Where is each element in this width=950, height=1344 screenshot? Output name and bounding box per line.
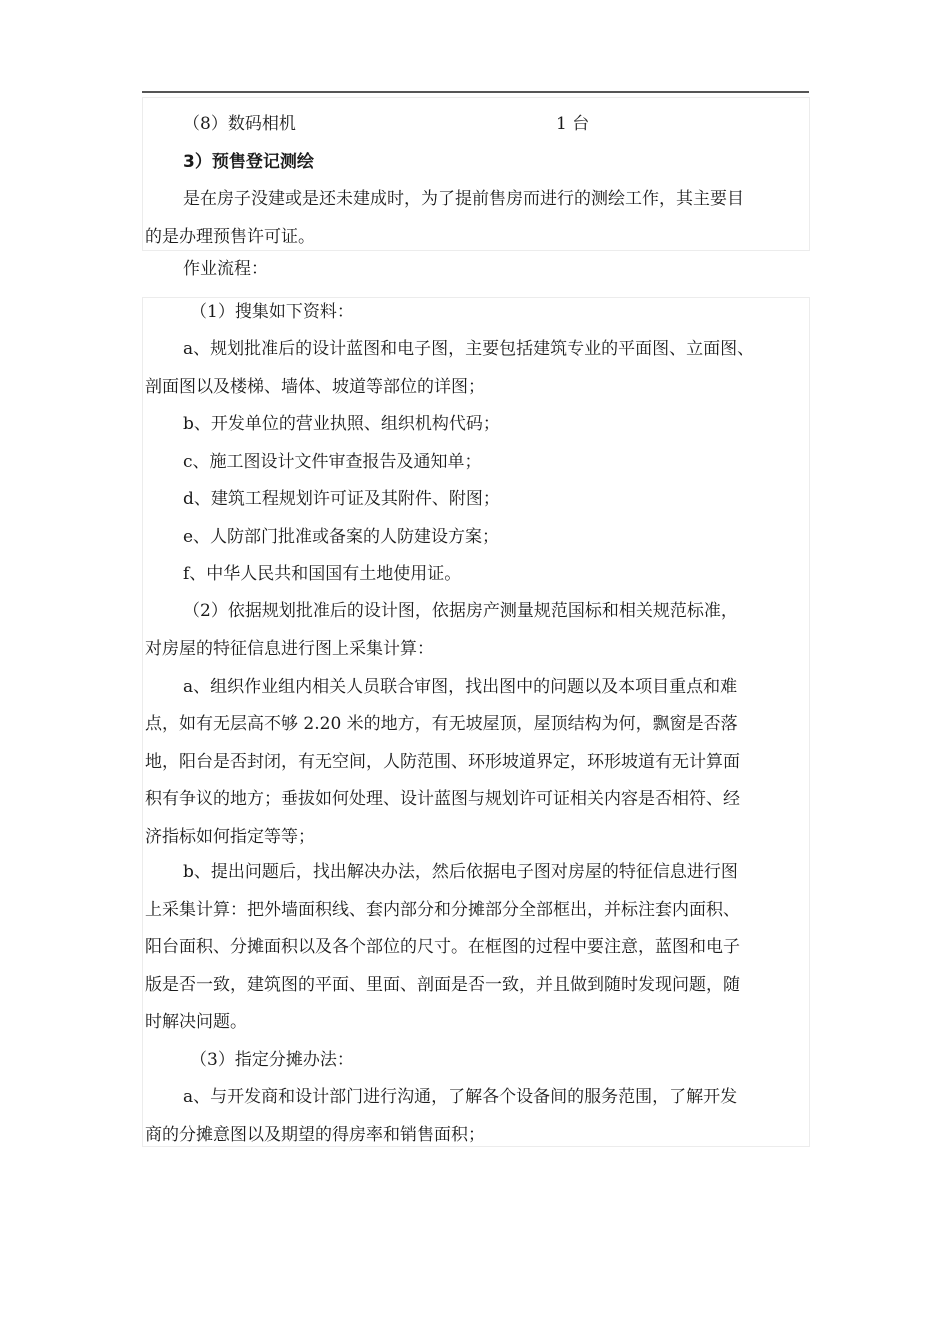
paragraph-line: 点，如有无层高不够 2.20 米的地方，有无坡屋顶，屋顶结构为何，飘窗是否落 <box>145 714 738 734</box>
paragraph-line: 上采集计算：把外墙面积线、套内部分和分摊部分全部框出，并标注套内面积、 <box>145 900 740 920</box>
paragraph-line: 对房屋的特征信息进行图上采集计算： <box>145 639 434 659</box>
paragraph-line: b、开发单位的营业执照、组织机构代码； <box>183 414 500 434</box>
section-heading: 3）预售登记测绘 <box>183 152 314 172</box>
paragraph-line: a、组织作业组内相关人员联合审图，找出图中的问题以及本项目重点和难 <box>183 677 738 697</box>
paragraph-line: 济指标如何指定等等； <box>145 827 315 847</box>
item-8-quantity: 1 台 <box>556 114 590 134</box>
paragraph-line: 商的分摊意图以及期望的得房率和销售面积； <box>145 1125 485 1145</box>
paragraph-line: c、施工图设计文件审查报告及通知单； <box>183 452 482 472</box>
paragraph-line: 的是办理预售许可证。 <box>145 227 315 247</box>
paragraph-line: （2）依据规划批准后的设计图，依据房产测量规范国标和相关规范标准， <box>183 601 738 621</box>
paragraph-line: （1）搜集如下资料： <box>190 302 354 322</box>
paragraph-line: （3）指定分摊办法： <box>190 1050 354 1070</box>
paragraph-line: 是在房子没建或是还未建成时，为了提前售房而进行的测绘工作，其主要目 <box>183 189 744 209</box>
paragraph-line: f、中华人民共和国国有土地使用证。 <box>183 564 462 584</box>
paragraph-line: a、与开发商和设计部门进行沟通，了解各个设备间的服务范围，了解开发 <box>183 1087 738 1107</box>
workflow-label: 作业流程： <box>183 259 268 279</box>
paragraph-line: 版是否一致，建筑图的平面、里面、剖面是否一致，并且做到随时发现问题，随 <box>145 975 740 995</box>
paragraph-line: 剖面图以及楼梯、墙体、坡道等部位的详图； <box>145 377 485 397</box>
paragraph-line: 时解决问题。 <box>145 1012 247 1032</box>
paragraph-line: d、建筑工程规划许可证及其附件、附图； <box>183 489 500 509</box>
paragraph-line: 阳台面积、分摊面积以及各个部位的尺寸。在框图的过程中要注意，蓝图和电子 <box>145 937 740 957</box>
header-rule <box>142 91 809 93</box>
paragraph-line: b、提出问题后，找出解决办法，然后依据电子图对房屋的特征信息进行图 <box>183 862 738 882</box>
paragraph-line: a、规划批准后的设计蓝图和电子图，主要包括建筑专业的平面图、立面图、 <box>183 339 755 359</box>
paragraph-line: 地，阳台是否封闭，有无空间，人防范围、环形坡道界定，环形坡道有无计算面 <box>145 752 740 772</box>
item-8-label: （8）数码相机 <box>183 114 296 134</box>
paragraph-line: e、人防部门批准或备案的人防建设方案； <box>183 527 500 547</box>
paragraph-line: 积有争议的地方；垂拔如何处理、设计蓝图与规划许可证相关内容是否相符、经 <box>145 789 740 809</box>
